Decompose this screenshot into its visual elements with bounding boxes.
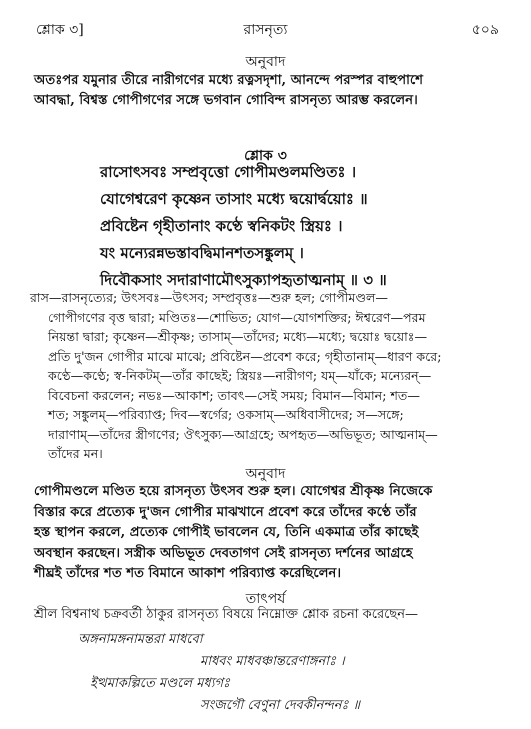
verse-line: প্রবিষ্টেন গৃহীতানাং কণ্ঠে স্বনিকটং স্ত্রিয়ঃ । <box>100 217 343 235</box>
word-meaning-line: বিবেচনা করলেন; নভঃ—আকাশ; তাবৎ—সেই সময়; বিমান—বিমান; শত— <box>48 387 420 403</box>
translation-line: আবদ্ধা, বিশ্বস্ত গোপীগণের সঙ্গে ভগবান গোবিন্দ রাসনৃত্য আরম্ভ করলেন। <box>34 93 418 108</box>
running-header-title: রাসনৃত্য <box>243 22 288 38</box>
quoted-verse-line: মাধবং মাধবঞ্চান্তরেণাঙ্গনাঃ । <box>200 654 345 669</box>
quoted-verse-line: অঙ্গনামঙ্গনামন্তরা মাধবো <box>78 632 203 647</box>
word-meaning-line: রাস—রাসনৃত্যের; উৎসবঃ—উৎসব; সম্প্রবৃত্তঃ—শুরু হল; গোপীমণ্ডল— <box>30 290 389 305</box>
quoted-verse-line: সংজগৌ বেণুনা দেবকীনন্দনঃ ॥ <box>200 698 360 713</box>
verse-line: রাসোৎসবঃ সম্প্রবৃত্তো গোপীমণ্ডলমণ্ডিতঃ । <box>100 163 357 181</box>
sanskrit-verse <box>100 159 520 294</box>
purport-heading: তাৎপর্য <box>245 591 286 607</box>
verse-line: যং মন্যেরন্নভস্তাবদ্বিমানশতসঙ্কুলম্ । <box>100 244 304 262</box>
page-number: ৫০৯ <box>471 22 499 38</box>
word-meaning-line: গোপীগণের বৃত্ত দ্বারা; মণ্ডিতঃ—শোভিত; যোগ—যোগশক্তির; ঈশ্বরেণ—পরম <box>48 309 426 325</box>
word-meaning-line: প্রতি দু'জন গোপীর মাঝে মাঝে; প্রবিষ্টেন—প্রবেশ করে; গৃহীতানাম্—ধারণ করে; <box>48 348 442 364</box>
translation-line: বিস্তার করে প্রত্যেক দু'জন গোপীর মাঝখানে প্রবেশ করে তাঁদের কণ্ঠে তাঁর <box>34 504 417 520</box>
verse-heading: শ্লোক ৩ <box>244 148 287 164</box>
verse-line: দিবৌকসাং সদারাণামৌৎসুক্যাপহৃতাত্মনাম্ ॥ ৩ ॥ <box>100 271 387 289</box>
word-meaning-line: তাঁদের মন। <box>48 446 103 461</box>
translation-line: গোপীমণ্ডলে মণ্ডিত হয়ে রাসনৃত্য উৎসব শুরু হল। যোগেশ্বর শ্রীকৃষ্ণ নিজেকে <box>34 484 433 499</box>
translation-heading: অনুবাদ <box>245 466 286 482</box>
quoted-verse-line: ইত্থমাকল্পিতে মণ্ডলে মধ্যগঃ <box>90 676 230 691</box>
word-meanings <box>30 288 500 464</box>
word-meaning-line: দারাণাম্—তাঁদের স্ত্রীগণের; ঔৎসুক্য—আগ্রহে; অপহৃত—অভিভূত; আত্মনাম্— <box>48 426 438 442</box>
translation-line: অতঃপর যমুনার তীরে নারীগণের মধ্যে রত্নসদৃশা, আনন্দে পরস্পর বাহুপাশে <box>34 73 424 88</box>
translation-line: হস্ত স্থাপন করলে, প্রত্যেক গোপীই ভাবলেন যে, তিনি একমাত্র তাঁর কাছেই <box>34 525 419 540</box>
word-meaning-line: নিয়ন্তা দ্বারা; কৃষ্ণেন—শ্রীকৃষ্ণ; তাসাম্—তাঁদের; মধ্যে—মধ্যে; দ্বয়োঃ দ্বয়োঃ— <box>48 329 428 344</box>
running-header-verse: শ্লোক ৩] <box>36 22 84 38</box>
translation-paragraph <box>34 71 496 111</box>
translation-line: অবস্থান করছেন। সস্ত্রীক অভিভূত দেবতাগণ সেই রাসনৃত্য দর্শনের আগ্রহে <box>34 545 413 561</box>
word-meaning-line: কণ্ঠে—কণ্ঠে; স্ব-নিকটম্—তাঁর কাছেই; স্ত্রিয়ঃ—নারীগণ; যম্—যাঁকে; মন্যেরন্— <box>48 368 432 383</box>
word-meaning-line: শত; সঙ্কুলম্—পরিব্যাপ্ত; দিব—স্বর্গের; ওকসাম্—অধিবাসীদের; স—সঙ্গে; <box>48 407 404 422</box>
verse-line: যোগেশ্বরেণ কৃষ্ণেন তাসাং মধ্যে দ্বয়োর্দ্বয়োঃ ॥ <box>100 190 368 208</box>
translation-paragraph <box>34 482 500 585</box>
translation-line: শীঘ্রই তাঁদের শত শত বিমানে আকাশ পরিব্যাপ্ত করেছিলেন। <box>34 566 342 581</box>
purport-intro: শ্রীল বিশ্বনাথ চক্রবর্তী ঠাকুর রাসনৃত্য বিষয়ে নিম্নোক্ত শ্লোক রচনা করেছেন— <box>34 607 419 622</box>
translation-heading: অনুবাদ <box>245 54 286 70</box>
